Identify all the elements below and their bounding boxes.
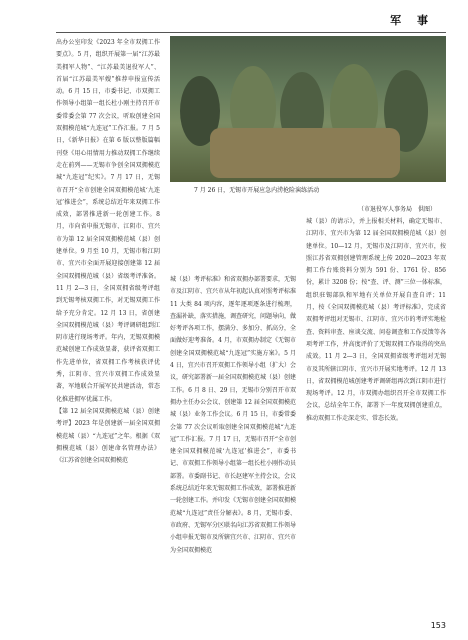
text-column-right [306, 216, 446, 617]
header-divider [56, 32, 446, 33]
paragraph: 出办公室印发《2023 年全市双拥工作要点》。5 月，组织开展第一届“江苏最美拥军人物”、“江苏最美退役军人”、首届“江苏最美军嫂”推荐申报宣传活动。6 月 15 日，市委书记、市双拥工作领导小组第一组长杜小刚主持召开市委常委会第 77 次会议，听取创建全国双拥模范城“九连冠”工作汇报。7 月 5 日，《新华日报》在第 6 版以整版篇幅刊登《用心用情用力推动双拥工作继续走在前列——无锡市争创全国双拥模范城“九连冠”纪实》。7 月 17 日，无锡市召开“全市创建全国双拥模范城‘九连冠’推进会”，系统总结近年来双拥工作成效，部署推进新一轮创建工作。8 月，市向省申报无锡市、江阴市、宜兴市为第 12 届全国双拥模范城（县）创建单位。9 月至 10 月，无锡市和江阴市、宜兴市全面开展迎接创建第 12 届全国双拥模范城（县）省级考评准备。11 月 2—3 日，全国双拥省级考评组到无锡考核双拥工作，对无锡双拥工作给予充分肯定。12 月 13 日，省创建全国双拥模范城（县）考评调研组到江阴市进行现场考评。年内，无锡双拥模范城创建工作成效显著，获评省双拥工作先进单位，省双拥工作考核获评优秀，江阴市、宜兴市双拥工作成效显著，军地联合开展军民共建活动，常态化推进拥军优属工作。 [56, 39, 160, 403]
text-column-middle [170, 274, 296, 617]
text-column-left [56, 37, 160, 617]
photo-caption: 7 月 26 日，无锡市开展应急内涝抢险演练活动 [194, 187, 320, 194]
paragraph: 【第 12 届全国双拥模范城（县）创建考评】2023 年是创建新一届全国双拥模范城（县）“九连冠”之年。根据《双拥模范城（县）创建命名管理办法》《江苏省创建全国双拥模范 [56, 407, 160, 465]
news-photo [170, 36, 446, 182]
paragraph: 城（县）的请示》，并上报相关材料，确定无锡市、江阴市、宜兴市为第 12 届全国双拥模范城（县）创建单位。10—12 月，无锡市及江阴市、宜兴市，按照江苏省双拥创建管理系统上传 2020—2023 年双拥工作台账资料分别为 591 份、1761 份、856 份，累计 3208 份；按“查、评、测”三位一体标准，组织驻锡部队和军地有关单位开展自查自评；11 月，按《全国双拥模范城（县）考评标准》，完成省双拥考评组对无锡市、江阴市、宜兴市的考评实地检查、资料审查、座谈交流、问卷调查和工作反馈等各项考评工作，并高度评价了无锡双拥工作取得的突出成效。11 月 2—3 日，全国双拥省级考评组对无锡市及其所辖江阴市、宜兴市开展实地考评。12 月 13 日，省双拥模范城创建考评调研组再次到江阴市进行现场考评。12 月，市双拥办组织召开全市双拥工作会议，总结全年工作，部署下一年度双拥创建重点，推动双拥工作走深走实、常态长效。 [306, 218, 446, 422]
photo-credit: （市退役军人事务局 供图） [357, 206, 436, 213]
page-number: 153 [430, 621, 446, 630]
section-title: 军 事 [390, 14, 434, 27]
paragraph: 城（县）考评标准》和省双拥办部署要求，无锡市及江阴市、宜兴市从年初起认真对照考评标准 11 大类 84 项内容，逐年逐项逐条进行梳理，查漏补缺，落实措施，调查研究，问题导向，做好考评各项工作，摆满分、多加分、抓高分，全面做好迎考准备。4 月，市双拥办制定《无锡市创建全国双拥模范城“九连冠”实施方案》。5 月 4 日，宜兴市召开双拥工作领导小组（扩大）会议，研究部署新一届全国双拥模范城（县）创建工作。6 月 8 日、29 日，无锡市分别召开市双拥办主任办公会议、创建第 12 届全国双拥模范城（县）业务工作会议。6 月 15 日，市委常委会第 77 次会议听取创建全国双拥模范城“九连冠”工作汇报。7 月 17 日，无锡市召开“全市创建全国双拥模范城‘九连冠’推进会”，市委书记、市双拥工作领导小组第一组长杜小刚作动员部署。市委副书记、市长赵建军主持会议，会议系统总结近年来无锡双拥工作成效，部署推进新一轮创建工作。并印发《无锡市创建全国双拥模范城“九连冠”责任分解表》。8 月，无锡市委、市政府、无锡军分区联名向江苏省双拥工作领导小组申报无锡市及所辖宜兴市、江阴市、宜兴市为全国双拥模范 [170, 276, 297, 554]
